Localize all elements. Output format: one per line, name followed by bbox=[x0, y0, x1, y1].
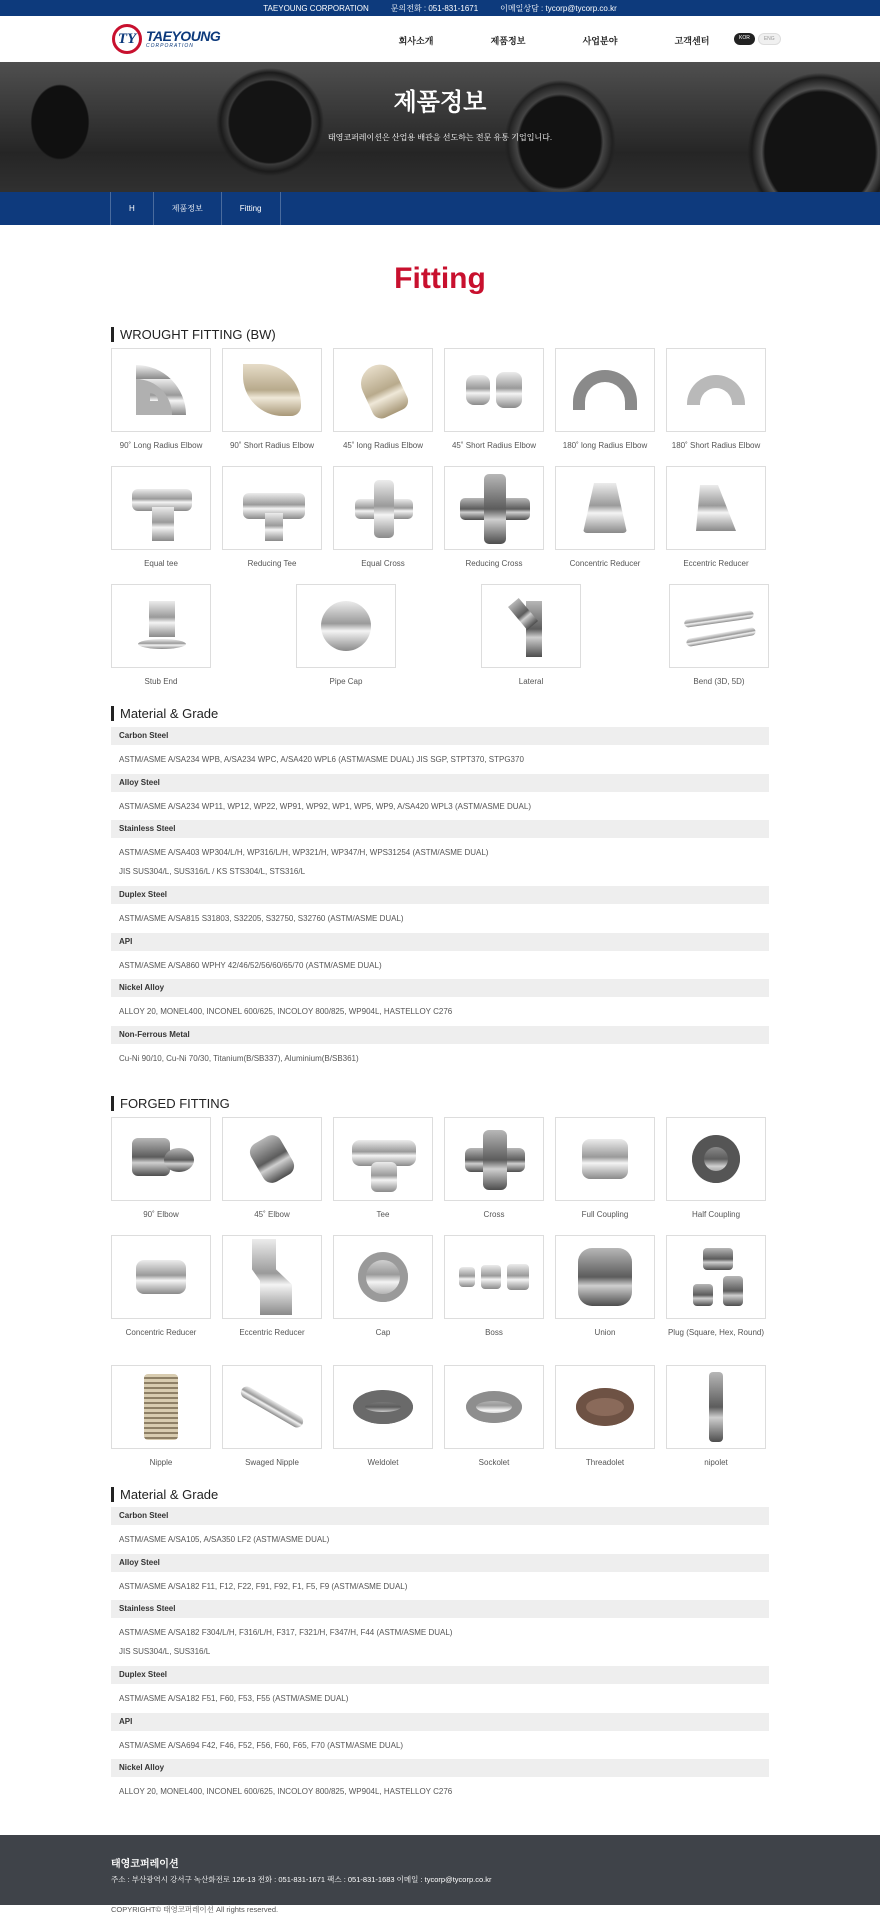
footer bbox=[0, 1835, 880, 1905]
product-card[interactable] bbox=[111, 1365, 211, 1468]
material-section-title: Material & Grade bbox=[111, 1487, 218, 1502]
product-card[interactable] bbox=[666, 1365, 766, 1468]
menu-item-products[interactable]: 제품정보 bbox=[490, 36, 526, 46]
material-name: Alloy Steel bbox=[111, 774, 769, 792]
material-grade: ASTM/ASME A/SA182 F11, F12, F22, F91, F92, F1, F5, F9 (ASTM/ASME DUAL) bbox=[119, 1582, 408, 1591]
product-card[interactable] bbox=[444, 1235, 544, 1338]
product-card[interactable] bbox=[444, 1365, 544, 1468]
product-caption: Cap bbox=[375, 1328, 391, 1337]
material-grade: Cu-Ni 90/10, Cu-Ni 70/30, Titanium(B/SB337), Aluminium(B/SB361) bbox=[119, 1054, 359, 1063]
product-caption: 180˚ Short Radius Elbow bbox=[671, 441, 761, 450]
product-card[interactable] bbox=[333, 1365, 433, 1468]
material-name: Duplex Steel bbox=[111, 1666, 769, 1684]
product-caption: 45˚ Short Radius Elbow bbox=[451, 441, 537, 450]
forged-section-title: FORGED FITTING bbox=[111, 1096, 230, 1111]
lang-eng-button[interactable]: ENG bbox=[758, 33, 781, 45]
wrought-section-title: WROUGHT FITTING (BW) bbox=[111, 327, 276, 342]
product-caption: Reducing Tee bbox=[247, 559, 297, 568]
product-card[interactable] bbox=[444, 1117, 544, 1220]
product-card[interactable] bbox=[222, 466, 322, 569]
material-name: API bbox=[111, 933, 769, 951]
material-name: Carbon Steel bbox=[111, 727, 769, 745]
footer-company-name: 태영코퍼레이션 bbox=[111, 1859, 179, 1870]
product-card[interactable] bbox=[333, 1117, 433, 1220]
material-name: Non-Ferrous Metal bbox=[111, 1026, 769, 1044]
product-caption: Sockolet bbox=[478, 1458, 510, 1467]
lang-kor-button[interactable]: KOR bbox=[734, 33, 755, 45]
product-card[interactable] bbox=[444, 348, 544, 451]
product-caption: 45˚ long Radius Elbow bbox=[342, 441, 424, 450]
product-caption: 90˚ Elbow bbox=[143, 1210, 179, 1219]
material-grade: ASTM/ASME A/SA815 S31803, S32205, S32750, S32760 (ASTM/ASME DUAL) bbox=[119, 914, 404, 923]
product-card[interactable] bbox=[111, 1117, 211, 1220]
material-name: Alloy Steel bbox=[111, 1554, 769, 1572]
logo-mark: TY bbox=[112, 24, 142, 54]
material-name: Carbon Steel bbox=[111, 1507, 769, 1525]
main-header bbox=[0, 16, 880, 62]
breadcrumb-home[interactable]: H bbox=[110, 192, 153, 225]
product-caption: Union bbox=[594, 1328, 616, 1337]
product-caption: 180˚ long Radius Elbow bbox=[562, 441, 648, 450]
material-grade: ASTM/ASME A/SA234 WPB, A/SA234 WPC, A/SA420 WPL6 (ASTM/ASME DUAL) JIS SGP, STPT370, STPG370 bbox=[119, 755, 524, 764]
product-caption: Half Coupling bbox=[691, 1210, 741, 1219]
product-caption: Full Coupling bbox=[581, 1210, 629, 1219]
material-name: API bbox=[111, 1713, 769, 1731]
product-card[interactable] bbox=[666, 1235, 766, 1338]
product-card[interactable] bbox=[111, 1235, 211, 1338]
material-name: Duplex Steel bbox=[111, 886, 769, 904]
product-caption: Plug (Square, Hex, Round) bbox=[667, 1328, 765, 1337]
product-card[interactable] bbox=[555, 466, 655, 569]
product-caption: 90˚ Long Radius Elbow bbox=[119, 441, 203, 450]
product-card[interactable] bbox=[481, 584, 581, 687]
product-card[interactable] bbox=[333, 348, 433, 451]
language-switch bbox=[734, 33, 781, 45]
product-caption: Threadolet bbox=[585, 1458, 625, 1467]
product-card[interactable] bbox=[222, 1117, 322, 1220]
material-name: Stainless Steel bbox=[111, 1600, 769, 1618]
product-caption: 90˚ Short Radius Elbow bbox=[229, 441, 315, 450]
product-caption: Concentric Reducer bbox=[125, 1328, 197, 1337]
product-card[interactable] bbox=[111, 466, 211, 569]
product-card[interactable] bbox=[222, 348, 322, 451]
product-card[interactable] bbox=[111, 348, 211, 451]
product-caption: Bend (3D, 5D) bbox=[693, 677, 745, 686]
material-grade: JIS SUS304/L, SUS316/L bbox=[119, 1647, 211, 1656]
product-card[interactable] bbox=[555, 1117, 655, 1220]
product-card[interactable] bbox=[296, 584, 396, 687]
menu-item-support[interactable]: 고객센터 bbox=[674, 36, 710, 46]
product-caption: Swaged Nipple bbox=[245, 1458, 299, 1467]
breadcrumb-fitting[interactable]: Fitting bbox=[221, 192, 281, 225]
product-caption: Boss bbox=[485, 1328, 503, 1337]
footer-copyright: COPYRIGHT© 태영코퍼레이션 All rights reserved. bbox=[111, 1905, 279, 1914]
material-grade: ASTM/ASME A/SA105, A/SA350 LF2 (ASTM/ASME DUAL) bbox=[119, 1535, 330, 1544]
product-caption: Equal tee bbox=[144, 559, 178, 568]
product-card[interactable] bbox=[111, 584, 211, 687]
product-caption: Lateral bbox=[518, 677, 544, 686]
product-caption: Nipple bbox=[149, 1458, 173, 1467]
product-caption: Cross bbox=[483, 1210, 505, 1219]
topbar-company: TAEYOUNG CORPORATION bbox=[263, 3, 369, 13]
product-caption: Concentric Reducer bbox=[569, 559, 641, 568]
product-card[interactable] bbox=[669, 584, 769, 687]
material-grade: ASTM/ASME A/SA403 WP304/L/H, WP316/L/H, WP321/H, WP347/H, WPS31254 (ASTM/ASME DUAL) bbox=[119, 848, 489, 857]
product-card[interactable] bbox=[555, 1235, 655, 1338]
material-section-title: Material & Grade bbox=[111, 706, 218, 721]
logo-sub: CORPORATION bbox=[146, 43, 194, 49]
top-info-bar bbox=[0, 0, 880, 16]
product-card[interactable] bbox=[222, 1365, 322, 1468]
hero-title: 제품정보 bbox=[393, 89, 487, 116]
material-grade: ASTM/ASME A/SA182 F304/L/H, F316/L/H, F317, F321/H, F347/H, F44 (ASTM/ASME DUAL) bbox=[119, 1628, 453, 1637]
product-card[interactable] bbox=[333, 466, 433, 569]
product-caption: Tee bbox=[376, 1210, 390, 1219]
product-card[interactable] bbox=[666, 1117, 766, 1220]
product-card[interactable] bbox=[666, 348, 766, 451]
material-grade: ASTM/ASME A/SA234 WP11, WP12, WP22, WP91, WP92, WP1, WP5, WP9, A/SA420 WPL3 (ASTM/ASME DUAL) bbox=[119, 802, 531, 811]
product-card[interactable] bbox=[444, 466, 544, 569]
material-grade: ASTM/ASME A/SA182 F51, F60, F53, F55 (ASTM/ASME DUAL) bbox=[119, 1694, 349, 1703]
menu-item-business[interactable]: 사업분야 bbox=[582, 36, 618, 46]
material-grade: ASTM/ASME A/SA694 F42, F46, F52, F56, F60, F65, F70 (ASTM/ASME DUAL) bbox=[119, 1741, 404, 1750]
breadcrumb-products[interactable]: 제품정보 bbox=[153, 192, 221, 225]
product-caption: Reducing Cross bbox=[465, 559, 523, 568]
product-caption: nipolet bbox=[704, 1458, 728, 1467]
material-grade: JIS SUS304/L, SUS316/L / KS STS304/L, STS316/L bbox=[119, 867, 306, 876]
product-card[interactable] bbox=[222, 1235, 322, 1338]
logo[interactable] bbox=[112, 24, 220, 54]
material-grade: ALLOY 20, MONEL400, INCONEL 600/625, INCOLOY 800/825, WP904L, HASTELLOY C276 bbox=[119, 1007, 453, 1016]
product-caption: Stub End bbox=[144, 677, 178, 686]
hero-subtitle: 태영코퍼레이션은 산업용 배관을 선도하는 전문 유통 기업입니다. bbox=[327, 133, 553, 142]
material-name: Stainless Steel bbox=[111, 820, 769, 838]
product-caption: 45˚ Elbow bbox=[254, 1210, 290, 1219]
hero-banner bbox=[0, 62, 880, 192]
material-grade: ASTM/ASME A/SA860 WPHY 42/46/52/56/60/65/70 (ASTM/ASME DUAL) bbox=[119, 961, 382, 970]
product-caption: Eccentric Reducer bbox=[239, 1328, 305, 1337]
material-name: Nickel Alloy bbox=[111, 979, 769, 997]
logo-name: TAEYOUNG bbox=[146, 28, 221, 44]
product-caption: Eccentric Reducer bbox=[683, 559, 749, 568]
product-card[interactable] bbox=[666, 466, 766, 569]
material-name: Nickel Alloy bbox=[111, 1759, 769, 1777]
product-caption: Weldolet bbox=[367, 1458, 399, 1467]
footer-address: 주소 : 부산광역시 강서구 녹산화전로 126-13 전화 : 051-831-1671 팩스 : 051-831-1683 이메일 : tycorp@tycorp.co.kr bbox=[111, 1875, 492, 1884]
main-menu bbox=[370, 34, 738, 47]
breadcrumb-bar bbox=[0, 192, 880, 225]
topbar-email[interactable]: 이메일상담 : tycorp@tycorp.co.kr bbox=[500, 3, 617, 13]
menu-item-company[interactable]: 회사소개 bbox=[398, 36, 434, 46]
product-card[interactable] bbox=[333, 1235, 433, 1338]
product-card[interactable] bbox=[555, 348, 655, 451]
product-caption: Equal Cross bbox=[361, 559, 405, 568]
material-grade: ALLOY 20, MONEL400, INCONEL 600/625, INCOLOY 800/825, WP904L, HASTELLOY C276 bbox=[119, 1787, 453, 1796]
product-caption: Pipe Cap bbox=[329, 677, 363, 686]
product-card[interactable] bbox=[555, 1365, 655, 1468]
page-title: Fitting bbox=[394, 262, 486, 295]
topbar-phone[interactable]: 문의전화 : 051-831-1671 bbox=[390, 3, 479, 13]
